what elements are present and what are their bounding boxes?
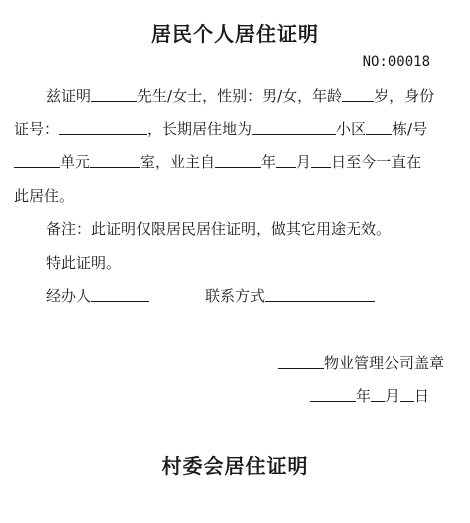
room-blank	[90, 152, 140, 168]
name-blank	[91, 86, 137, 102]
id-number-blank	[59, 119, 147, 135]
since-day-blank	[311, 152, 331, 168]
second-document-title: 村委会居住证明	[161, 454, 309, 478]
certificate-number: NO:00018	[362, 54, 430, 70]
issue-date-line: 年 月 日	[310, 386, 429, 406]
body-line-1: 兹证明 先生/女士，性别：男/女，年龄 岁，身份	[46, 87, 435, 105]
issue-month-blank	[371, 386, 385, 402]
handler-blank	[91, 286, 149, 302]
signature-line	[46, 286, 375, 306]
since-month-blank	[276, 152, 296, 168]
body-line-2: 证号： ，长期居住地为 小区 栋/号	[14, 120, 428, 138]
body-line-3: 单元 室，业主自 年 月 日至今一直在	[14, 152, 421, 172]
seal-blank	[278, 353, 324, 369]
handler-label: 经办人	[46, 287, 92, 305]
age-blank	[342, 86, 374, 102]
contact-blank	[265, 286, 375, 302]
building-blank	[366, 119, 392, 135]
document-title: 居民个人居住证明	[151, 22, 319, 46]
contact-label: 联系方式	[205, 287, 266, 305]
issue-day-blank	[400, 386, 414, 402]
since-year-blank	[215, 152, 261, 168]
issue-year-blank	[310, 386, 356, 402]
seal-line	[278, 353, 444, 373]
seal-label: 物业管理公司盖章	[324, 354, 445, 372]
remark-line: 备注：此证明仅限居民居住证明，做其它用途无效。	[46, 220, 392, 238]
body-line-4: 此居住。	[14, 187, 75, 205]
address-blank	[252, 119, 336, 135]
hereby-line: 特此证明。	[46, 254, 122, 272]
unit-blank	[14, 152, 60, 168]
